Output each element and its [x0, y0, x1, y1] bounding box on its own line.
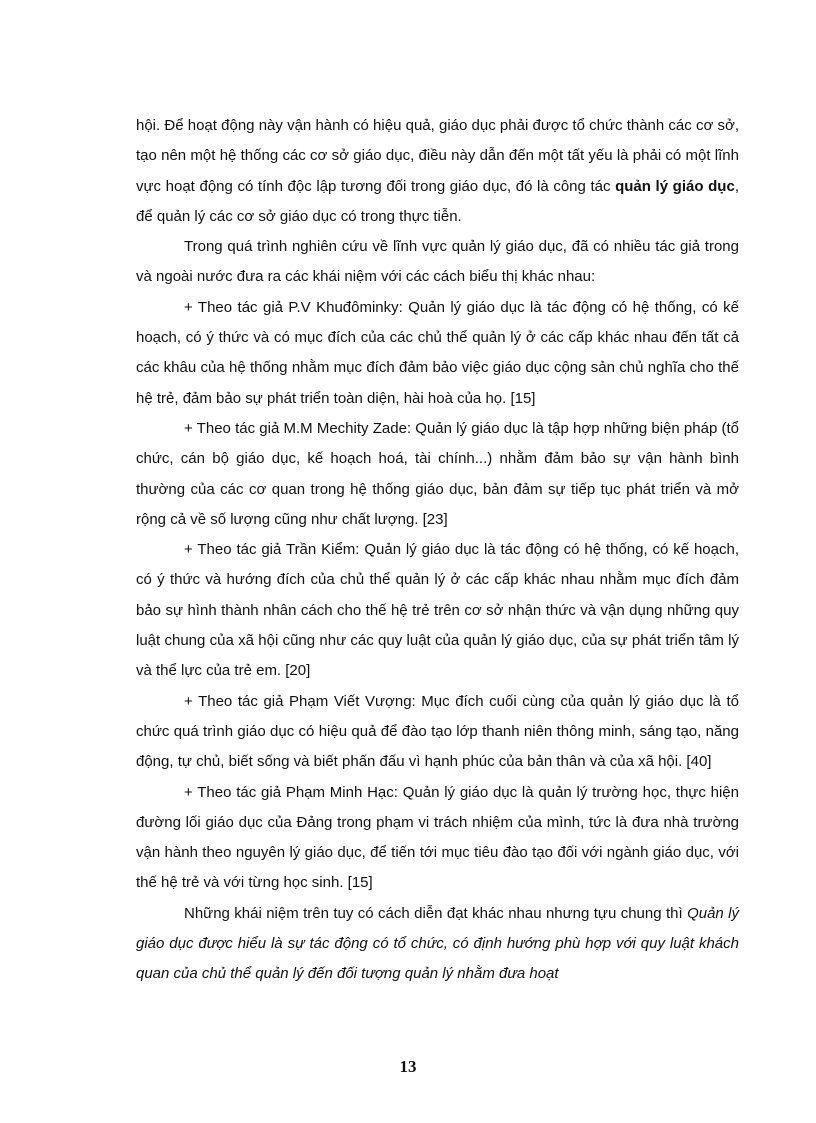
paragraph-1 — [136, 111, 739, 232]
definition-pham-minh-hac: + Theo tác giả Phạm Minh Hạc: Quản lý giáo dục là quản lý trường học, thực hiện đường lối giáo dục của Đảng trong phạm vi trách nhiệm của mình, tức là đưa nhà trường vận hành theo nguyên lý giáo dục, để tiến tới mục tiêu đào tạo đối với ngành giáo dục, với thế hệ trẻ và với từng học sinh. [15] — [136, 783, 739, 892]
definition-pham-viet-vuong: + Theo tác giả Phạm Viết Vượng: Mục đích cuối cùng của quản lý giáo dục là tổ chức quá trình giáo dục có hiệu quả để đào tạo lớp thanh niên thông minh, sáng tạo, năng động, tự chủ, biết sống và biết phấn đấu vì hạnh phúc của bản thân và của xã hội. [40] — [136, 692, 739, 771]
page-number: 13 — [399, 1057, 417, 1076]
paragraph-1-text: hội. Để hoạt động này vận hành có hiệu quả, giáo dục phải được tổ chức thành các cơ sở, tạo nên một hệ thống các cơ sở giáo dục, điều này dẫn đến một tất yếu là phải có một lĩnh vực hoạt động có tính độc lập tương đối trong giáo dục, đó là công tác — [136, 117, 739, 195]
paragraph-summary — [136, 899, 739, 990]
bold-term-education-management: quản lý giáo dục — [615, 177, 735, 195]
definition-mechity-zade: + Theo tác giả M.M Mechity Zade: Quản lý giáo dục là tập hợp những biện pháp (tổ chức, cán bộ giáo dục, kế hoạch hoá, tài chính...) nhằm đảm bảo sự vận hành bình thường của các cơ quan trong hệ thống giáo dục, bản đảm sự tiếp tục phát triển và mở rộng cả về số lượng cũng như chất lượng. [23] — [136, 419, 739, 528]
definition-tran-kiem: + Theo tác giả Trần Kiểm: Quản lý giáo dục là tác động có hệ thống, có kế hoạch, có ý thức và hướng đích của chủ thể quản lý ở các cấp khác nhau nhằm mục đích đảm bảo sự hình thành nhân cách cho thế hệ trẻ trên cơ sở nhận thức và vận dụng những quy luật chung của xã hội cũng như các quy luật của quản lý giáo dục, của sự phát triển tâm lý và thể lực của trẻ em. [20] — [136, 541, 739, 680]
definition-khudominky: + Theo tác giả P.V Khuđôminky: Quản lý giáo dục là tác động có hệ thống, có kế hoạch, có ý thức và có mục đích của các chủ thể quản lý ở các cấp khác nhau đến tất cả các khâu của hệ thống nhằm mục đích đảm bảo việc giáo dục cộng sản chủ nghĩa cho thế hệ trẻ, đảm bảo sự phát triển toàn diện, hài hoà của họ. [15] — [136, 298, 739, 407]
summary-text: Những khái niệm trên tuy có cách diễn đạt khác nhau nhưng tựu chung thì — [184, 904, 688, 922]
paragraph-1-text-end: , để quản lý các cơ sở giáo dục có trong thực tiễn. — [136, 177, 739, 225]
body-text — [136, 111, 739, 990]
summary-italic-definition: Quản lý giáo dục được hiểu là sự tác động có tổ chức, có định hướng phù hợp với quy luật khách quan của chủ thể quản lý đến đối tượng quản lý nhằm đưa hoạt — [136, 904, 739, 983]
paragraph-2: Trong quá trình nghiên cứu về lĩnh vực quản lý giáo dục, đã có nhiều tác giả trong và ngoài nước đưa ra các khái niệm với các cách biểu thị khác nhau: — [136, 238, 739, 286]
